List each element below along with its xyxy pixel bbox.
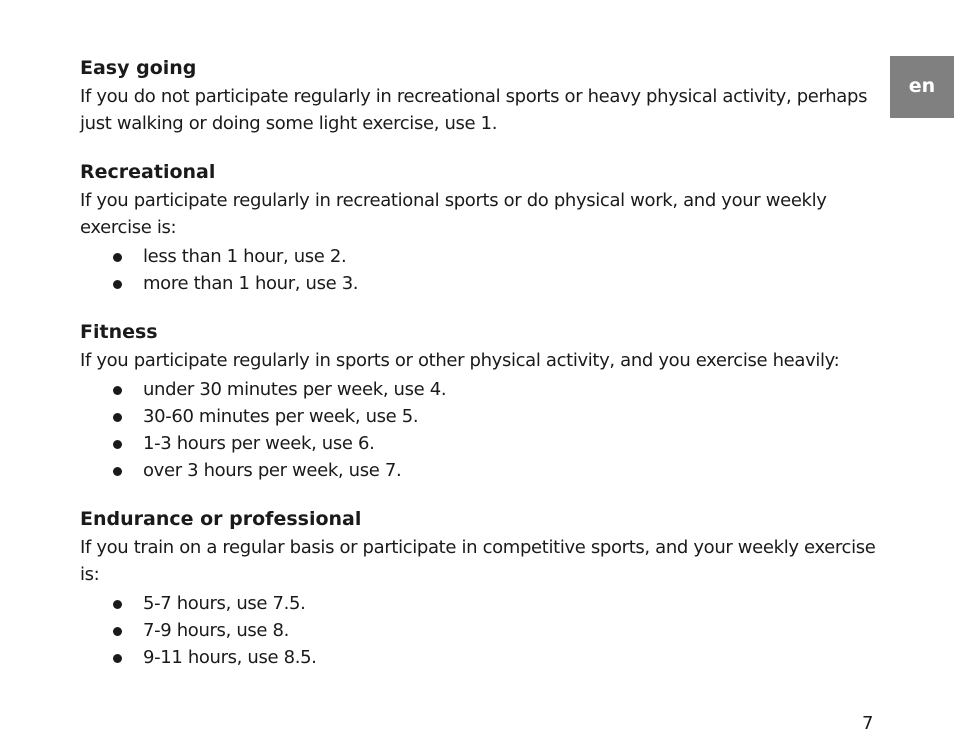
bullet-icon <box>113 600 122 609</box>
page-content <box>80 55 880 693</box>
language-tab: en <box>890 56 954 118</box>
bullet-icon <box>113 654 122 663</box>
bullet-list <box>80 376 880 484</box>
list-item-text: over 3 hours per week, use 7. <box>143 460 402 481</box>
list-item-text: more than 1 hour, use 3. <box>143 273 359 294</box>
bullet-icon <box>113 440 122 449</box>
list-item <box>80 270 880 297</box>
list-item-text: under 30 minutes per week, use 4. <box>143 379 447 400</box>
list-item <box>80 376 880 403</box>
section-endurance <box>80 506 880 671</box>
bullet-list <box>80 243 880 297</box>
section-text: If you participate regularly in recreational sports or do physical work, and your weekly exercise is: <box>80 190 827 238</box>
list-item-text: less than 1 hour, use 2. <box>143 246 347 267</box>
section-text: If you participate regularly in sports or other physical activity, and you exercise heavily: <box>80 350 840 371</box>
list-item <box>80 617 880 644</box>
section-heading: Endurance or professional <box>80 508 362 530</box>
list-item-text: 9-11 hours, use 8.5. <box>143 647 317 668</box>
bullet-list <box>80 590 880 671</box>
list-item <box>80 644 880 671</box>
list-item <box>80 590 880 617</box>
section-heading: Easy going <box>80 57 197 79</box>
list-item-text: 1-3 hours per week, use 6. <box>143 433 375 454</box>
section-fitness <box>80 319 880 484</box>
bullet-icon <box>113 386 122 395</box>
list-item-text: 5-7 hours, use 7.5. <box>143 593 306 614</box>
section-heading: Fitness <box>80 321 158 343</box>
bullet-icon <box>113 280 122 289</box>
bullet-icon <box>113 413 122 422</box>
list-item <box>80 243 880 270</box>
section-heading: Recreational <box>80 161 216 183</box>
page-number: 7 <box>862 713 874 734</box>
section-text: If you train on a regular basis or participate in competitive sports, and your weekly exercise is: <box>80 537 876 585</box>
list-item <box>80 403 880 430</box>
bullet-icon <box>113 627 122 636</box>
section-text: If you do not participate regularly in recreational sports or heavy physical activity, perhaps just walking or doing some light exercise, use 1. <box>80 86 868 134</box>
list-item-text: 30-60 minutes per week, use 5. <box>143 406 419 427</box>
list-item <box>80 430 880 457</box>
list-item-text: 7-9 hours, use 8. <box>143 620 289 641</box>
section-recreational <box>80 159 880 297</box>
list-item <box>80 457 880 484</box>
section-easy-going <box>80 55 880 137</box>
bullet-icon <box>113 467 122 476</box>
bullet-icon <box>113 253 122 262</box>
